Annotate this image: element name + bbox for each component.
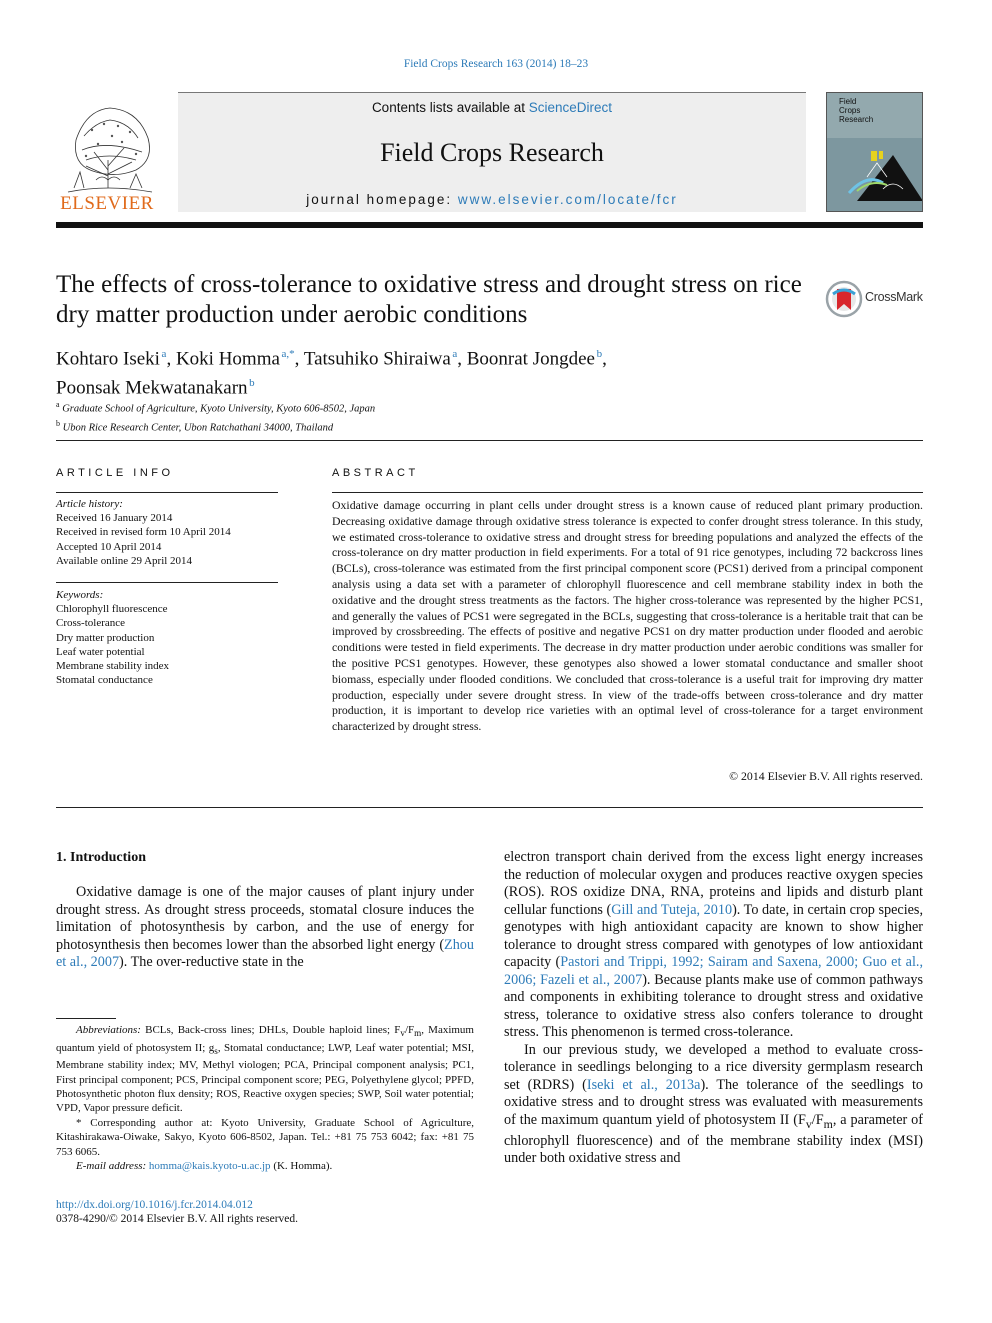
affiliations	[56, 398, 656, 435]
contents-line: Contents lists available at ScienceDirect	[371, 100, 613, 115]
article-info-heading: ARTICLE INFO	[56, 467, 174, 479]
keyword-item: Membrane stability index	[56, 660, 170, 673]
author-name[interactable]: Kohtaro Iseki	[56, 348, 160, 370]
citation-link[interactable]: Iseki et al., 2013a	[586, 1076, 701, 1093]
citation-link[interactable]: Pastori and Trippi, 1992; Sairam and Saxena, 2000; Guo et al., 2006; Fazeli et al., 2007	[504, 954, 923, 988]
history-item: Accepted 10 April 2014	[56, 540, 162, 553]
author-name[interactable]: Poonsak Mekwatanakarn	[56, 377, 248, 399]
affiliation-line: $^a$ Graduate School of Agriculture, Kyoto University, Kyoto 606-8502, Japan	[56, 400, 376, 415]
author-affil-mark[interactable]: b	[596, 348, 603, 360]
history-item: Received 16 January 2014	[56, 512, 173, 525]
abstract-heading: ABSTRACT	[332, 467, 419, 479]
email-link[interactable]: homma@kais.kyoto-u.ac.jp	[148, 1160, 271, 1173]
corresponding-author-footnote: * Corresponding author at: Kyoto University, Graduate School of Agriculture, Kitashirakawa-Oiwake, Sakyo, Kyoto 606-8502, Japan. Tel.: +81 75 753 6042; fax: +81 75 753 6065.	[56, 1116, 474, 1158]
issn-copyright: 0378-4290/© 2014 Elsevier B.V. All rights reserved.	[56, 1213, 299, 1225]
abstract-copyright: © 2014 Elsevier B.V. All rights reserved.	[729, 769, 923, 783]
abstract-divider	[332, 492, 923, 493]
footnote-rule	[56, 1018, 116, 1019]
journal-name: Field Crops Research	[380, 138, 604, 167]
history-item: Available online 29 April 2014	[56, 554, 193, 567]
author-affil-mark[interactable]: b	[249, 377, 255, 390]
running-head[interactable]: Field Crops Research 163 (2014) 18–23	[403, 58, 589, 70]
abstract-bottom-divider	[56, 807, 923, 808]
section-heading-introduction: 1. Introduction	[56, 850, 146, 865]
keyword-item: Stomatal conductance	[56, 674, 153, 687]
author-affil-mark[interactable]: a	[161, 348, 167, 360]
article-history	[56, 497, 278, 568]
intro-right-column: electron transport chain derived from the excess light energy increases the reduction of molecular oxygen and produces reactive oxygen species (ROS). ROS oxidize DNA, RNA, proteins and lipids and disturb plant cellular functions (Gill and Tuteja, 2010). To date, in certain crop species, genotypes with high antioxidant capacity are known to show higher tolerance to drought stress compared with genotypes of low antioxidant capacity (Pastori and Trippi, 1992; Sairam and Saxena, 2000; Guo et al., 2006; Fazeli et al., 2007). Because plants make use of common pathways and components in exhibiting tolerance to drought stress and oxidative stress, tolerance to oxidative stress also confers tolerance to drought stress. This phenomenon is termed cross-tolerance. In our previous study, we developed a method to evaluate cross-tolerance in seedlings belonging to a rice diversity germplasm research set (RDRS) (Iseki et al., 2013a). The tolerance of the seedlings to oxidative stress and to drought stress was evaluated with measurements of the maximum quantum yield of photosystem II ($F_v/F_m$, a parameter of chlorophyll fluorescence) and of the membrane stability index (MSI) under both oxidative stress and	[504, 849, 924, 1167]
keywords	[56, 588, 278, 687]
crossmark-icon[interactable]	[825, 280, 863, 318]
journal-cover-thumbnail[interactable]	[826, 92, 923, 212]
cover-title: Field Crops Research	[839, 97, 874, 124]
keywords-divider	[56, 582, 278, 583]
email-footnote: E-mail address: homma@kais.kyoto-u.ac.jp (K. Homma).	[76, 1160, 333, 1173]
abbreviations-footnote: Abbreviations: BCLs, Back-cross lines; DHLs, Double haploid lines; $F_v/F_m$, Maximum quantum yield of photosystem II; $g_s$, Stomatal conductance; LWP, Leaf water potential; MSI, Membrane stability index; MV, Methyl viologen; PCA, Principal component analysis; PC1, First principal component; PCS, Principal component score; PEG, Polyethylene glycol; PPFD, Photosynthetic photon flux density; ROS, Reactive oxygen species; SWP, Soil water potential; VPD, Vapor pressure deficit.	[56, 1024, 474, 1115]
author-affil-mark[interactable]: a	[452, 348, 458, 360]
header-divider	[56, 222, 923, 228]
history-label: Article history:	[56, 498, 123, 510]
abstract-text: Oxidative damage occurring in plant cells under drought stress is a known cause of reduced plant primary production. Decreasing oxidative damage through oxidative stress tolerance is expected to confer drought stress tolerance. In this study, we estimated cross-tolerance to oxidative stress and drought stress for breeding populations and analyzed the effects of the cross-tolerance on dry matter production in field experiments. For a total of 91 rice genotypes, including 72 backcross lines (BCLs), cross-tolerance was estimated from the first principal component score (PCS1) derived from a principal component analysis using a data set with a parameter of chlorophyll fluorescence and cell membrane stability index in both the oxidative and the drought stress treatments as the factors. The higher cross-tolerance was represented by the higher PCS1, and generally the values of PCS1 were segregated in the BCLs, suggesting that cross-tolerance is a heritable trait that can be improved by crossbreeding. The effects of positive and negative PCS1 on dry matter production under flooded and aerobic conditions were tested in field experiments. The decrease in dry matter production under aerobic conditions was smaller for the positive PCS1 genotypes. However, these genotypes also showed a lower stomatal conductance and smaller shoot biomass, especially under flooded conditions. We concluded that cross-tolerance is a useful trait for improving dry matter production, especially under severe drought stress. In view of the trade-offs between cross-tolerance and dry matter production, it is important to develop rice varieties with an optimal level of cross-tolerance for a target environment characterized by drought stress.	[332, 498, 923, 734]
author-name[interactable]: Koki Homma	[175, 348, 280, 370]
author-affil-mark[interactable]: a,*	[281, 348, 295, 360]
footnotes	[56, 1023, 474, 1173]
keyword-item: Cross-tolerance	[56, 617, 126, 630]
affiliation-divider	[56, 440, 923, 441]
citation-link[interactable]: Zhou et al., 2007	[56, 936, 474, 970]
article-title: The effects of cross-tolerance to oxidative stress and drought stress on rice dry matter production under aerobic conditions	[56, 271, 802, 328]
intro-paragraph-1: Oxidative damage is one of the major causes of plant injury under drought stress. As drought stress proceeds, stomatal closure induces the limitation of photosynthesis by carbon, and the use of energy for photosynthesis then becomes lower than the absorbed light energy (Zhou et al., 2007). The over-reductive state in the	[56, 884, 474, 970]
history-item: Received in revised form 10 April 2014	[56, 526, 231, 539]
keywords-label: Keywords:	[56, 589, 104, 601]
article-info-divider	[56, 492, 278, 493]
keyword-item: Leaf water potential	[56, 645, 145, 658]
affiliation-line: $^b$ Ubon Rice Research Center, Ubon Ratchathani 34000, Thailand	[56, 418, 334, 433]
homepage-link[interactable]: www.elsevier.com/locate/fcr	[457, 192, 678, 207]
keyword-item: Dry matter production	[56, 631, 155, 644]
author-list: Kohtaro Iseki $^a$, Koki Homma $^{a,*}$, Tatsuhiko Shiraiwa $^a$, Boonrat Jongdee $^b$, Poonsak Mekwatanakarn $^b$	[56, 348, 607, 399]
author-name[interactable]: Tatsuhiko Shiraiwa	[303, 348, 451, 370]
citation-link[interactable]: Gill and Tuteja, 2010	[611, 901, 733, 918]
elsevier-wordmark: ELSEVIER	[60, 193, 154, 214]
author-name[interactable]: Boonrat Jongdee	[466, 348, 595, 370]
keyword-item: Chlorophyll fluorescence	[56, 603, 168, 616]
homepage-line: journal homepage: www.elsevier.com/locate/fcr	[306, 192, 678, 207]
doi-link[interactable]: http://dx.doi.org/10.1016/j.fcr.2014.04.012	[56, 1199, 253, 1211]
crossmark-label[interactable]: CrossMark	[865, 290, 923, 304]
sciencedirect-link[interactable]: ScienceDirect	[528, 100, 613, 115]
